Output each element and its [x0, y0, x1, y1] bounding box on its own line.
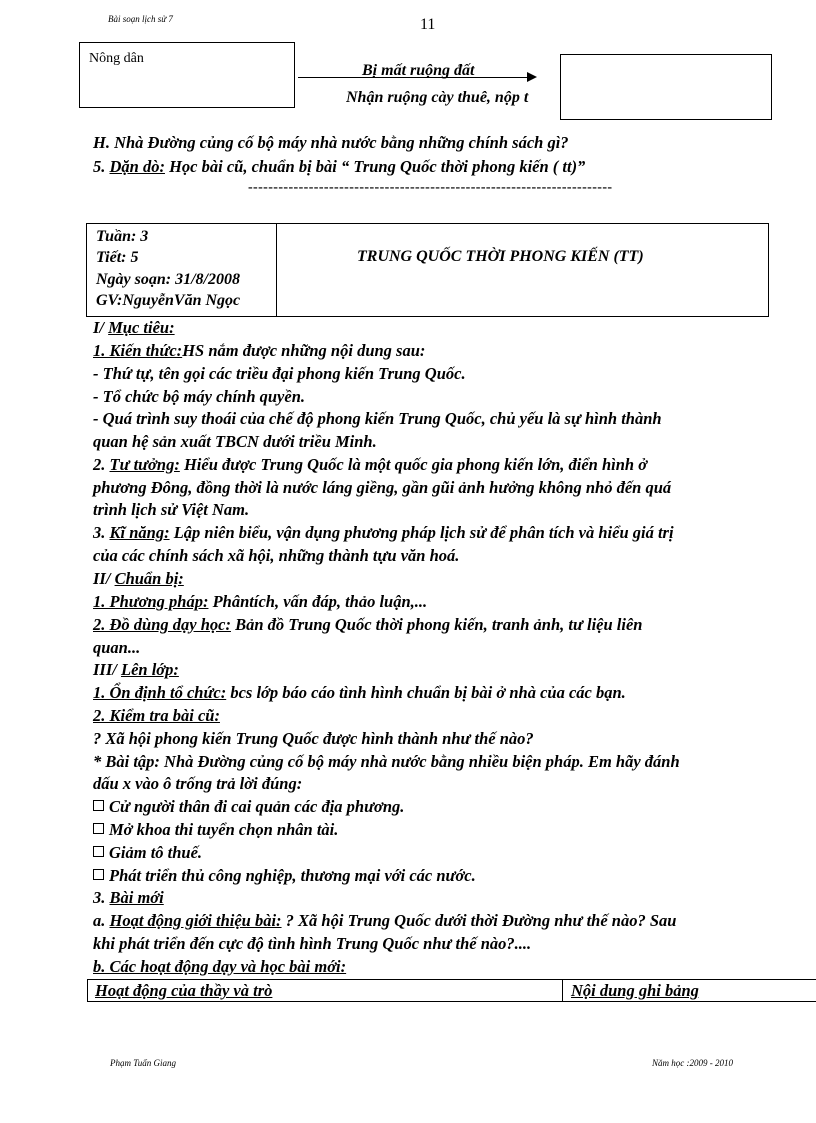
separator-line: ------------------------------------------------------------------------: [248, 180, 613, 195]
underlined-heading: Kĩ năng:: [109, 523, 170, 542]
line-text: bcs lớp báo cáo tình hình chuẩn bị bài ở nhà của các bạn.: [226, 683, 626, 702]
thinking-line: [93, 455, 647, 475]
text-line: phương Đông, đồng thời là nước láng giềng, gần gũi ảnh hưởng không nhỏ đến quá: [93, 478, 672, 497]
prefix: II/: [93, 569, 115, 588]
homework-label: Dặn dò:: [109, 157, 165, 176]
underlined-heading: Hoạt động giới thiệu bài:: [109, 911, 282, 930]
underlined-heading: 1. Kiến thức:: [93, 341, 183, 360]
footer-year: Năm học :2009 - 2010: [652, 1058, 733, 1068]
underlined-heading: Bài mới: [109, 888, 164, 907]
arrow-bottom-label: Nhận ruộng cày thuê, nộp t: [346, 89, 529, 106]
section-1-heading: [93, 318, 175, 338]
lesson-number: Tiết: 5: [96, 249, 139, 266]
text-line: dấu x vào ô trống trả lời đúng:: [93, 774, 303, 793]
farmer-label: Nông dân: [89, 51, 144, 66]
skill-line: [93, 523, 674, 543]
farmer-box: [79, 42, 295, 108]
activity-right-header: Nội dung ghi bảng: [571, 981, 699, 1000]
prefix: 3.: [93, 888, 110, 907]
underlined-heading: Lên lớp:: [120, 660, 179, 679]
text-line: * Bài tập: Nhà Đường củng cố bộ máy nhà nước bằng nhiều biện pháp. Em hãy đánh: [93, 752, 680, 771]
option-text: Giảm tô thuế.: [109, 843, 203, 862]
text-line: trình lịch sử Việt Nam.: [93, 500, 250, 519]
text-line: ? Xã hội phong kiến Trung Quốc được hình thành như thế nào?: [93, 729, 534, 748]
section-3-heading: [93, 660, 179, 680]
prefix: 3.: [93, 523, 110, 542]
materials-line: [93, 615, 642, 635]
header-doc-label: Bài soạn lịch sử 7: [108, 14, 173, 24]
week: Tuần: 3: [96, 228, 149, 245]
checkbox-option: [93, 820, 338, 840]
organization-line: [93, 683, 626, 703]
activity-left-header: Hoạt động của thầy và trò: [95, 981, 273, 1000]
teacher: GV:NguyễnVăn Ngọc: [96, 292, 241, 309]
new-lesson-heading: [93, 888, 164, 908]
lesson-info-table: [86, 223, 769, 317]
checkbox-square-icon[interactable]: [93, 800, 104, 811]
line-text: Lập niên biểu, vận dụng phương pháp lịch sử để phân tích và hiểu giá trị: [169, 523, 674, 542]
page-number: 11: [420, 16, 436, 33]
line-text: Hiểu được Trung Quốc là một quốc gia phong kiến lớn, điển hình ở: [179, 455, 648, 474]
underlined-heading: Mục tiêu:: [108, 318, 175, 337]
homework-line: [93, 157, 585, 177]
arrow-head-icon: [527, 72, 537, 82]
knowledge-line: [93, 341, 425, 361]
checkbox-square-icon[interactable]: [93, 846, 104, 857]
option-text: Cử người thân đi cai quản các địa phương.: [109, 797, 405, 816]
prefix: III/: [93, 660, 121, 679]
intro-line: [93, 911, 676, 931]
underlined-heading: 1. Ổn định tổ chức:: [93, 683, 227, 702]
prefix: a.: [93, 911, 110, 930]
text-line: - Thứ tự, tên gọi các triều đại phong kiến Trung Quốc.: [93, 364, 466, 383]
prefix: I/: [93, 318, 109, 337]
arrow-top-label: Bị mất ruộng đất: [362, 62, 475, 79]
text-line: của các chính sách xã hội, những thành tựu văn hoá.: [93, 546, 460, 565]
checkbox-option: [93, 843, 202, 863]
underlined-heading: Tư tưởng:: [109, 455, 180, 474]
footer-author: Phạm Tuấn Giang: [110, 1058, 177, 1068]
section-2-heading: [93, 569, 184, 589]
question-h: H. Nhà Đường củng cố bộ máy nhà nước bằng những chính sách gì?: [93, 133, 569, 152]
text-line: - Tổ chức bộ máy chính quyền.: [93, 387, 306, 406]
activities-heading: b. Các hoạt động dạy và học bài mới:: [93, 957, 347, 976]
review-heading: [93, 706, 220, 726]
method-line: [93, 592, 427, 612]
homework-text: Học bài cũ, chuẩn bị bài “ Trung Quốc thời phong kiến ( tt)”: [164, 157, 586, 176]
text-line: quan...: [93, 638, 141, 657]
checkbox-square-icon[interactable]: [93, 869, 104, 880]
text-line: - Quá trình suy thoái của chế độ phong kiến Trung Quốc, chủ yếu là sự hình thành: [93, 409, 662, 428]
table-divider: [276, 224, 277, 316]
prefix: 2.: [93, 455, 110, 474]
arrow-line: [298, 77, 528, 78]
option-text: Phát triển thủ công nghiệp, thương mại với các nước.: [109, 866, 476, 885]
underlined-heading: 2. Kiểm tra bài cũ:: [93, 706, 220, 725]
underlined-heading: Chuẩn bị:: [114, 569, 184, 588]
line-text: ? Xã hội Trung Quốc dưới thời Đường như thế nào? Sau: [281, 911, 677, 930]
line-text: Phântích, vấn đáp, thảo luận,...: [208, 592, 428, 611]
checkbox-option: [93, 866, 476, 886]
homework-prefix: 5.: [93, 157, 110, 176]
option-text: Mở khoa thi tuyển chọn nhân tài.: [109, 820, 339, 839]
line-text: Bản đồ Trung Quốc thời phong kiến, tranh ảnh, tư liệu liên: [230, 615, 643, 634]
empty-result-box: [560, 54, 772, 120]
lesson-title: TRUNG QUỐC THỜI PHONG KIẾN (TT): [357, 248, 644, 265]
checkbox-option: [93, 797, 404, 817]
checkbox-square-icon[interactable]: [93, 823, 104, 834]
line-text: HS nắm được những nội dung sau:: [182, 341, 426, 360]
underlined-heading: 1. Phương pháp:: [93, 592, 209, 611]
prep-date: Ngày soạn: 31/8/2008: [96, 271, 240, 288]
text-line: quan hệ sản xuất TBCN dưới triều Minh.: [93, 432, 377, 451]
table-divider: [562, 980, 563, 1001]
text-line: khi phát triển đến cực độ tình hình Trung Quốc như thế nào?....: [93, 934, 532, 953]
underlined-heading: 2. Đồ dùng dạy học:: [93, 615, 231, 634]
activity-table: [87, 979, 816, 1002]
